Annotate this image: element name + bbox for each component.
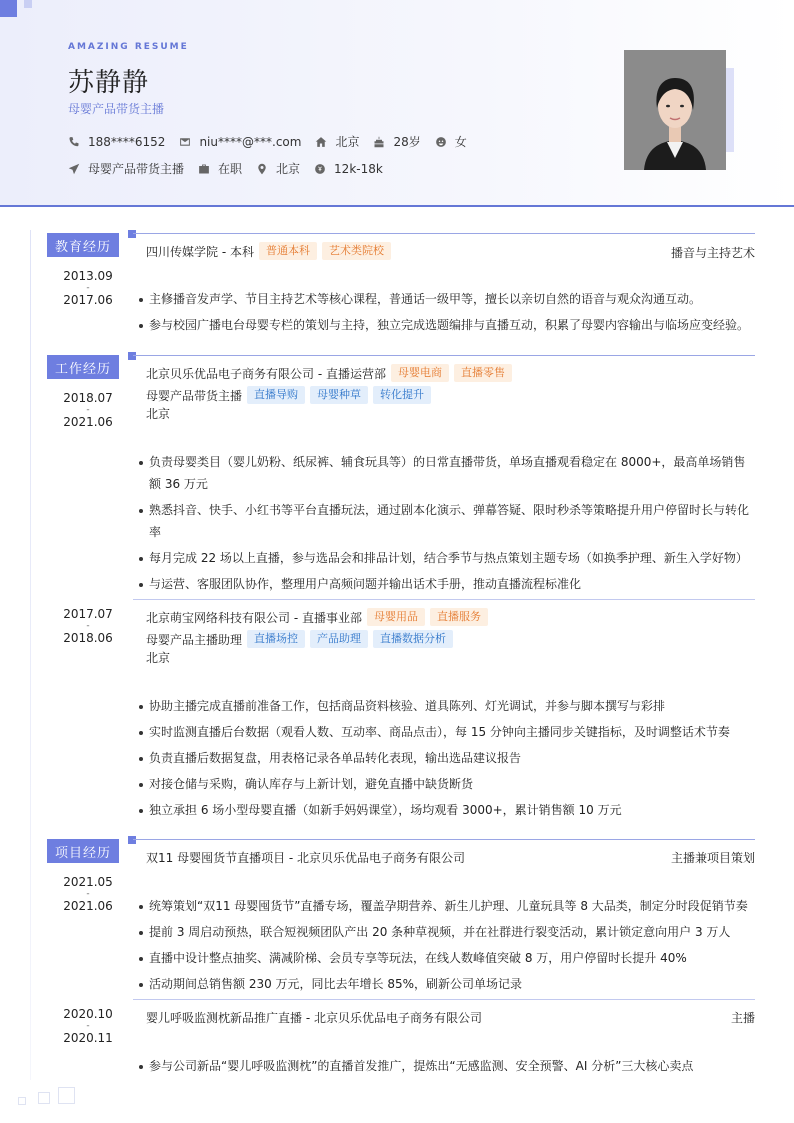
tag: 母婴用品 — [367, 608, 425, 626]
list-item: 熟悉抖音、快手、小红书等平台直播玩法，通过剧本化演示、弹幕答疑、限时秒杀等策略提升用户停留时长与转化率 — [137, 499, 757, 543]
list-item: 负责直播后数据复盘，用表格记录各单品转化表现，输出选品建议报告 — [137, 747, 757, 769]
list-item: 直播中设计整点抽奖、满减阶梯、会员专享等玩法，在线人数峰值突破 8 万，用户停留时长提升 40% — [137, 947, 757, 969]
project-2-role: 主播 — [730, 1011, 755, 1025]
job-2-end: 2018.06 — [63, 631, 113, 645]
project-2-title: 婴儿呼吸监测枕新品推广直播 - 北京贝乐优品电子商务有限公司 — [146, 1011, 482, 1025]
home-icon — [315, 136, 327, 148]
job-1-company: 北京贝乐优品电子商务有限公司 - 直播运营部 — [146, 366, 386, 381]
list-item: 独立承担 6 场小型母婴直播（如新手妈妈课堂），场均观看 3000+，累计销售额 10 万元 — [137, 799, 757, 821]
list-item: 与运营、客服团队协作，整理用户高频问题并输出话术手册，推动直播流程标准化 — [137, 573, 757, 595]
decor-square — [38, 1092, 50, 1104]
phone-item — [68, 135, 165, 149]
project-1-bullets — [137, 895, 757, 999]
project-1-title: 双11 母婴囤货节直播项目 - 北京贝乐优品电子商务有限公司 — [146, 851, 466, 865]
age-item — [373, 133, 420, 150]
intent-status-text: 在职 — [218, 162, 243, 176]
home-item — [315, 133, 359, 150]
job-2-position: 母婴产品主播助理 — [146, 632, 243, 647]
tag: 转化提升 — [373, 386, 431, 404]
education-dates: 2013.09 - 2017.06 — [52, 264, 124, 312]
email-text: niu****@***.com — [199, 134, 302, 149]
job-2-company-row — [146, 608, 488, 626]
intent-position — [68, 160, 184, 177]
home-text: 北京 — [335, 135, 360, 149]
section-marker — [128, 230, 136, 238]
tag: 直播导购 — [247, 386, 305, 404]
entry-divider — [133, 599, 755, 600]
list-item: 协助主播完成直播前准备工作，包括商品资料核验、道具陈列、灯光调试，并参与脚本撰写与彩排 — [137, 695, 757, 717]
list-item: 负责母婴类目（婴儿奶粉、纸尿裤、辅食玩具等）的日常直播带货，单场直播观看稳定在 8000+，最高单场销售额 36 万元 — [137, 451, 757, 495]
intent-row — [68, 160, 397, 177]
decor-square — [58, 1087, 75, 1104]
phone-icon — [68, 136, 80, 148]
project-1-dates: 2021.05 - 2021.06 — [52, 870, 124, 918]
contact-row — [68, 133, 481, 150]
age-text: 28岁 — [393, 135, 421, 149]
job-2-city: 北京 — [146, 651, 171, 665]
project-1-role: 主播兼项目策划 — [670, 851, 755, 865]
education-major: 播音与主持艺术 — [670, 246, 755, 260]
intent-city — [256, 160, 300, 177]
tag: 母婴种草 — [310, 386, 368, 404]
list-item: 每月完成 22 场以上直播，参与选品会和排品计划，结合季节与热点策划主题专场（如换季护理、新生入学好物） — [137, 547, 757, 569]
briefcase-icon — [198, 163, 210, 175]
section-divider — [133, 839, 755, 840]
intent-city-text: 北京 — [276, 162, 301, 176]
tag: 直播服务 — [430, 608, 488, 626]
project-2-end: 2020.11 — [63, 1031, 113, 1045]
project-1-end: 2021.06 — [63, 899, 113, 913]
list-item: 统筹策划“双11 母婴囤货节”直播专场，覆盖孕期营养、新生儿护理、儿童玩具等 8 大品类，制定分时段促销节奏 — [137, 895, 757, 917]
job-2-dates: 2017.07 - 2018.06 — [52, 602, 124, 650]
list-item: 提前 3 周启动预热，联合短视频团队产出 20 条种草视频，并在社群进行裂变活动，累计锁定意向用户 3 万人 — [137, 921, 757, 943]
intent-position-text: 母婴产品带货主播 — [88, 162, 185, 176]
job-1-city: 北京 — [146, 407, 171, 421]
decor-square — [18, 1097, 26, 1105]
intent-status — [198, 160, 242, 177]
section-label-work: 工作经历 — [47, 355, 119, 379]
job-1-dates: 2018.07 - 2021.06 — [52, 386, 124, 434]
mail-icon — [179, 136, 191, 148]
gender-text: 女 — [454, 135, 467, 149]
decor-square — [0, 0, 17, 17]
list-item: 参与公司新品“婴儿呼吸监测枕”的直播首发推广，提炼出“无感监测、安全预警、AI 分析”三大核心卖点 — [137, 1055, 757, 1077]
email-item — [179, 135, 301, 149]
list-item: 活动期间总销售额 230 万元，同比去年增长 85%，刷新公司单场记录 — [137, 973, 757, 995]
list-item: 主修播音发声学、节目主持艺术等核心课程，普通话一级甲等，擅长以亲切自然的语音与观众沟通互动。 — [137, 288, 757, 310]
send-icon — [68, 163, 80, 175]
project-2-dates: 2020.10 - 2020.11 — [52, 1002, 124, 1050]
decor-square-small — [24, 0, 32, 8]
list-item: 参与校园广播电台母婴专栏的策划与主持，独立完成选题编排与直播互动，积累了母婴内容输出与临场应变经验。 — [137, 314, 757, 336]
job-2-position-row — [146, 630, 453, 648]
tagline: AMAZING RESUME — [68, 42, 189, 52]
tag: 直播场控 — [247, 630, 305, 648]
intent-salary — [314, 162, 383, 176]
project-2-start: 2020.10 — [63, 1007, 113, 1021]
timeline-rail — [30, 230, 31, 1080]
section-label-projects: 项目经历 — [47, 839, 119, 863]
location-icon — [256, 163, 268, 175]
education-end: 2017.06 — [63, 293, 113, 307]
job-1-bullets — [137, 451, 757, 599]
education-school-row — [146, 242, 391, 260]
tag: 母婴电商 — [391, 364, 449, 382]
job-2-company: 北京萌宝网络科技有限公司 - 直播事业部 — [146, 610, 362, 625]
education-start: 2013.09 — [63, 269, 113, 283]
tag: 直播零售 — [454, 364, 512, 382]
salary-icon — [314, 163, 326, 175]
section-divider — [133, 355, 755, 356]
tag: 艺术类院校 — [322, 242, 391, 260]
job-2-start: 2017.07 — [63, 607, 113, 621]
job-1-position-row — [146, 386, 431, 404]
job-2-bullets — [137, 695, 757, 825]
tag: 产品助理 — [310, 630, 368, 648]
candidate-name: 苏静静 — [68, 68, 150, 98]
section-divider — [133, 233, 755, 234]
job-1-company-row — [146, 364, 512, 382]
list-item: 对接仓储与采购，确认库存与上新计划，避免直播中缺货断货 — [137, 773, 757, 795]
phone-text: 188****6152 — [88, 134, 166, 149]
education-bullets — [137, 288, 757, 340]
project-2-bullets — [137, 1055, 757, 1081]
job-1-start: 2018.07 — [63, 391, 113, 405]
entry-divider — [133, 999, 755, 1000]
profile-photo — [624, 50, 726, 170]
job-1-end: 2021.06 — [63, 415, 113, 429]
project-1-start: 2021.05 — [63, 875, 113, 889]
resume-header — [0, 0, 794, 207]
gender-icon — [435, 136, 447, 148]
section-marker — [128, 836, 136, 844]
list-item: 实时监测直播后台数据（观看人数、互动率、商品点击），每 15 分钟向主播同步关键指标，及时调整话术节奏 — [137, 721, 757, 743]
job-1-position: 母婴产品带货主播 — [146, 388, 243, 403]
section-marker — [128, 352, 136, 360]
section-label-education: 教育经历 — [47, 233, 119, 257]
candidate-title: 母婴产品带货主播 — [68, 102, 165, 116]
tag: 直播数据分析 — [373, 630, 453, 648]
tag: 普通本科 — [259, 242, 317, 260]
gender-item — [435, 133, 467, 150]
intent-salary-text: 12k-18k — [334, 161, 383, 176]
education-school: 四川传媒学院 - 本科 — [146, 244, 254, 259]
cake-icon — [373, 136, 385, 148]
